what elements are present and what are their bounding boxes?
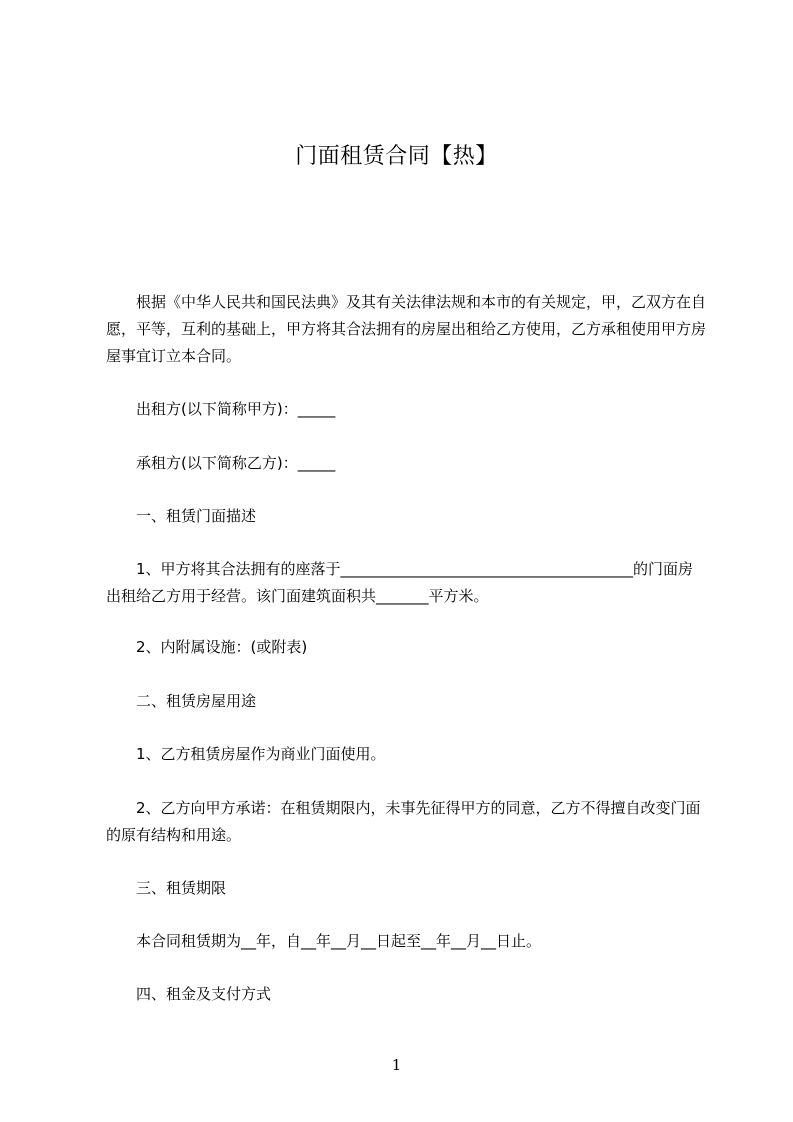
lessor-line: 出租方(以下简称甲方)：_____ (136, 400, 336, 418)
lessee-line: 承租方(以下简称乙方)：_____ (136, 454, 336, 472)
document-title: 门面租赁合同【热】 (295, 144, 498, 169)
section-2-heading: 二、租赁房屋用途 (136, 692, 257, 710)
section-4-heading: 四、租金及支付方式 (136, 985, 272, 1003)
section-1-item-1: 1、甲方将其合法拥有的座落于_______________________________________的门面房出租给乙方用于经营。该门面建筑面积共_______平方米。 (106, 560, 694, 605)
section-1-item-2: 2、内附属设施：(或附表) (136, 638, 308, 656)
intro-paragraph: 根据《中华人民共和国民法典》及其有关法律法规和本市的有关规定，甲，乙双方在自愿，平等，互利的基础上，甲方将其合法拥有的房屋出租给乙方使用，乙方承租使用甲方房屋事宜订立本合同。 (106, 293, 707, 365)
section-2-item-2: 2、乙方向甲方承诺：在租赁期限内，未事先征得甲方的同意，乙方不得擅自改变门面的原有结构和用途。 (106, 799, 701, 844)
page-number: 1 (391, 1056, 402, 1074)
section-3-text: 本合同租赁期为__年，自__年__月__日起至__年__月__日止。 (136, 932, 542, 950)
section-1-heading: 一、租赁门面描述 (136, 507, 257, 525)
section-2-item-1: 1、乙方租赁房屋作为商业门面使用。 (136, 745, 386, 763)
section-3-heading: 三、租赁期限 (136, 879, 227, 897)
